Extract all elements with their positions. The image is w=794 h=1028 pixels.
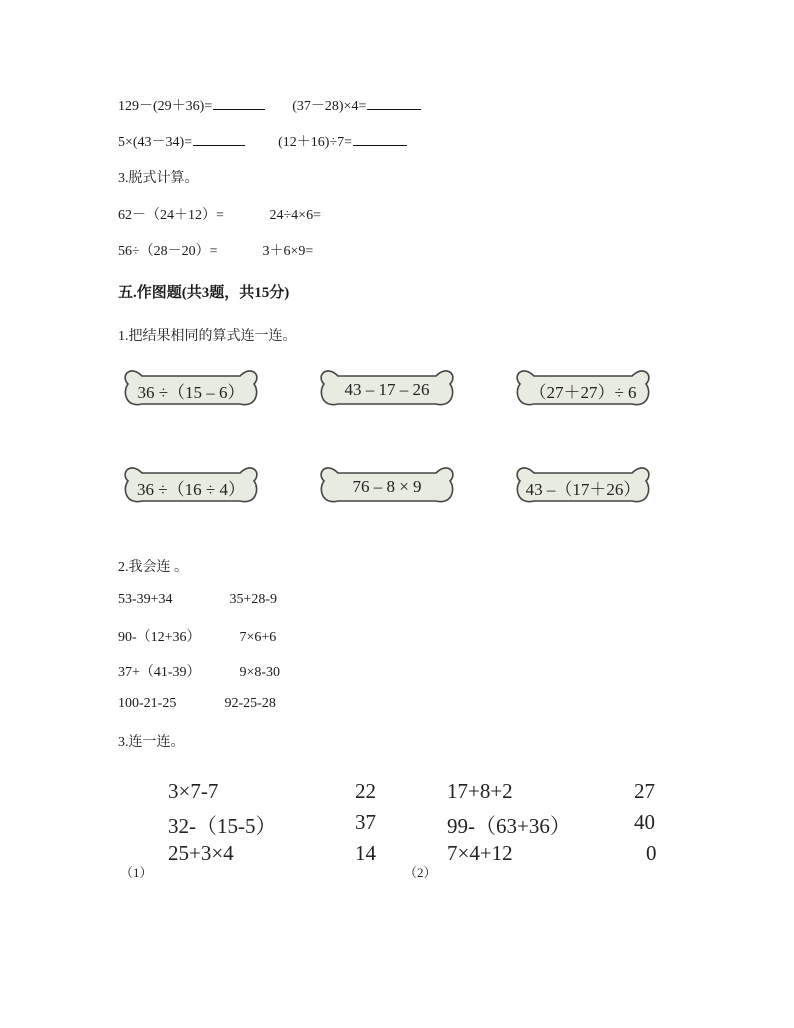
bone-card[interactable] [120, 362, 262, 418]
question-3-title: 3.脱式计算。 [118, 171, 199, 186]
equation-row-1 [118, 95, 421, 115]
group2-answer[interactable]: 40 [634, 810, 655, 834]
group1-answer[interactable]: 22 [355, 779, 376, 803]
group1-label: （1） [120, 865, 153, 880]
q2-left-expr[interactable]: 53-39+34 [118, 592, 173, 607]
q2-left-expr[interactable]: 90-（12+36） [118, 630, 201, 645]
answer-blank[interactable] [353, 144, 407, 146]
q2-row [118, 661, 280, 681]
q2-right-expr[interactable]: 9×8-30 [239, 665, 281, 680]
group2-expr[interactable]: 7×4+12 [447, 841, 513, 865]
bone-expression: 36 ÷（15 – 6） [137, 382, 245, 402]
answer-blank[interactable] [213, 108, 265, 110]
answer-blank[interactable] [193, 144, 245, 146]
bone-card[interactable] [316, 362, 458, 418]
calc-row-2 [118, 240, 313, 260]
q1-title: 1.把结果相同的算式连一连。 [118, 329, 297, 344]
equation-3: 5×(43－34)= [118, 135, 193, 150]
bone-expression: 76 – 8 × 9 [352, 477, 422, 496]
equation-row-2 [118, 131, 407, 151]
q2-right-expr[interactable]: 7×6+6 [239, 630, 277, 645]
answer-blank[interactable] [367, 108, 421, 110]
group1-expr[interactable]: 32-（15-5） [168, 814, 277, 838]
bone-card[interactable] [512, 362, 654, 418]
group2-expr[interactable]: 99-（63+36） [447, 814, 571, 838]
group1-answer[interactable]: 14 [355, 841, 376, 865]
q3-title: 3.连一连。 [118, 735, 185, 750]
group2-expr[interactable]: 17+8+2 [447, 779, 513, 803]
calc-4: 3＋6×9= [262, 244, 314, 259]
q2-right-expr[interactable]: 92-25-28 [224, 696, 276, 711]
bone-expression: （27＋27）÷ 6 [529, 382, 637, 402]
bone-card[interactable] [120, 459, 262, 515]
group2-answer[interactable]: 0 [646, 841, 657, 865]
group2-label: （2） [404, 865, 437, 880]
bone-expression: 36 ÷（16 ÷ 4） [137, 479, 245, 499]
q2-row [118, 592, 277, 608]
group1-answer[interactable]: 37 [355, 810, 376, 834]
calc-1: 62－（24＋12）= [118, 208, 224, 223]
calc-2: 24÷4×6= [269, 208, 321, 223]
q2-row [118, 626, 276, 646]
bone-expression: 43 –（17＋26） [525, 479, 641, 499]
bone-card[interactable] [316, 459, 458, 515]
section-title: 五.作图题(共3题，共15分) [118, 285, 290, 301]
q2-row [118, 696, 276, 712]
calc-row-1 [118, 204, 321, 224]
equation-1: 129－(29＋36)= [118, 99, 213, 114]
q2-left-expr[interactable]: 100-21-25 [118, 696, 177, 711]
equation-2: (37－28)×4= [292, 99, 367, 114]
group2-answer[interactable]: 27 [634, 779, 655, 803]
bone-expression: 43 – 17 – 26 [344, 380, 430, 399]
bone-card[interactable] [512, 459, 654, 515]
q2-left-expr[interactable]: 37+（41-39） [118, 665, 201, 680]
q2-title: 2.我会连 。 [118, 560, 188, 575]
group1-expr[interactable]: 25+3×4 [168, 841, 234, 865]
equation-4: (12＋16)÷7= [278, 135, 353, 150]
calc-3: 56÷（28－20）= [118, 244, 218, 259]
group1-expr[interactable]: 3×7-7 [168, 779, 219, 803]
q2-right-expr[interactable]: 35+28-9 [229, 592, 278, 607]
